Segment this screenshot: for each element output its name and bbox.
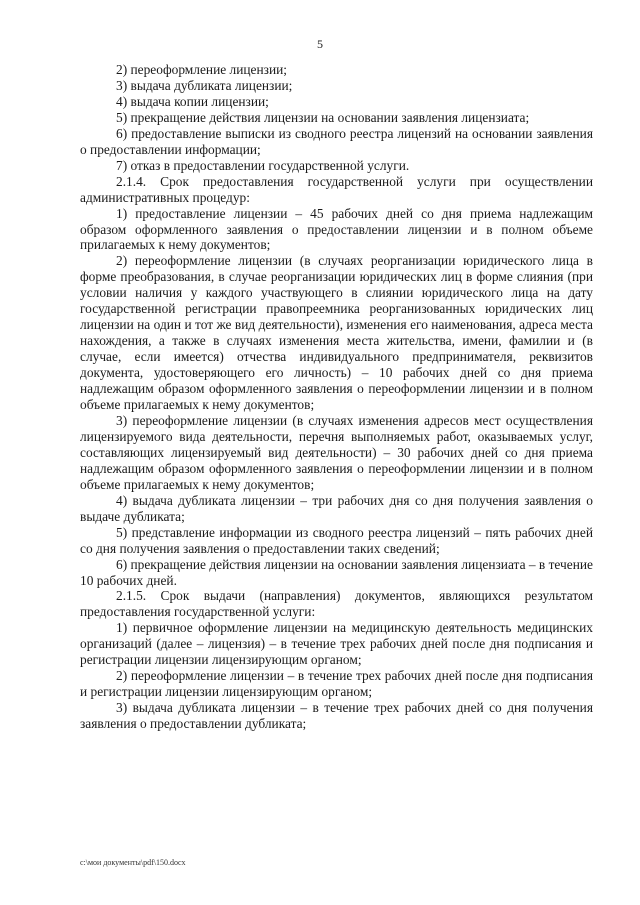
page-number: 5 <box>317 37 323 51</box>
section-heading-2-1-5: 2.1.5. Срок выдачи (направления) документов, являющихся результатом предоставления государственной услуги: <box>80 588 593 620</box>
document-body <box>80 62 593 732</box>
footer-file-path: c:\мои документы\pdf\150.docx <box>80 858 186 867</box>
section-heading-2-1-4: 2.1.4. Срок предоставления государственной услуги при осуществлении административных процедур: <box>80 173 593 205</box>
paragraph: 5) представление информации из сводного реестра лицензий – пять рабочих дней со дня получения заявления о предоставлении таких сведений; <box>80 524 593 556</box>
paragraph: 1) предоставление лицензии – 45 рабочих дней со дня приема надлежащим образом оформленного заявления о предоставлении лицензии и в полном объеме прилагаемых к нему документов; <box>80 205 593 253</box>
paragraph: 7) отказ в предоставлении государственной услуги. <box>116 157 410 173</box>
paragraph: 6) прекращение действия лицензии на основании заявления лицензиата – в течение 10 рабочих дней. <box>80 556 593 588</box>
paragraph: 2) переоформление лицензии (в случаях реорганизации юридического лица в форме преобразования, в случае реорганизации юридических лиц в форме слияния (при условии наличия у каждого участвующего в слиянии юридического лица на дату государственной регистрации правопреемника реорганизованных юридических лиц лицензии на один и тот же вид деятельности), изменения его наименования, адреса места нахождения, а также в случаях изменения места жительства, имени, фамилии и (в случае, если имеется) отчества индивидуального предпринимателя, реквизитов документа, удостоверяющего его личность) – 10 рабочих дней со дня приема надлежащим образом оформленного заявления о переоформлении лицензии и в полном объеме прилагаемых к нему документов; <box>80 253 593 413</box>
paragraph: 6) предоставление выписки из сводного реестра лицензий на основании заявления о предоставлении информации; <box>80 125 593 157</box>
paragraph: 2) переоформление лицензии – в течение трех рабочих дней после дня подписания и регистрации лицензии лицензирующим органом; <box>80 668 593 700</box>
paragraph: 3) переоформление лицензии (в случаях изменения адресов мест осуществления лицензируемого вида деятельности, перечня выполняемых работ, оказываемых услуг, составляющих лицензируемый вид деятельности) – 30 рабочих дней со дня приема надлежащим образом оформленного заявления о переоформлении лицензии и в полном объеме прилагаемых к нему документов; <box>80 412 593 492</box>
paragraph: 3) выдача дубликата лицензии; <box>116 77 293 93</box>
paragraph: 2) переоформление лицензии; <box>116 62 287 77</box>
paragraph: 1) первичное оформление лицензии на медицинскую деятельность медицинских организаций (далее – лицензия) – в течение трех рабочих дней после дня подписания и регистрации лицензии лицензирующим органом; <box>80 620 593 668</box>
paragraph: 5) прекращение действия лицензии на основании заявления лицензиата; <box>116 109 530 125</box>
paragraph: 4) выдача копии лицензии; <box>116 93 269 109</box>
paragraph: 3) выдача дубликата лицензии – в течение трех рабочих дней со дня получения заявления о предоставлении дубликата; <box>80 700 593 732</box>
paragraph: 4) выдача дубликата лицензии – три рабочих дня со дня получения заявления о выдаче дубликата; <box>80 492 593 524</box>
